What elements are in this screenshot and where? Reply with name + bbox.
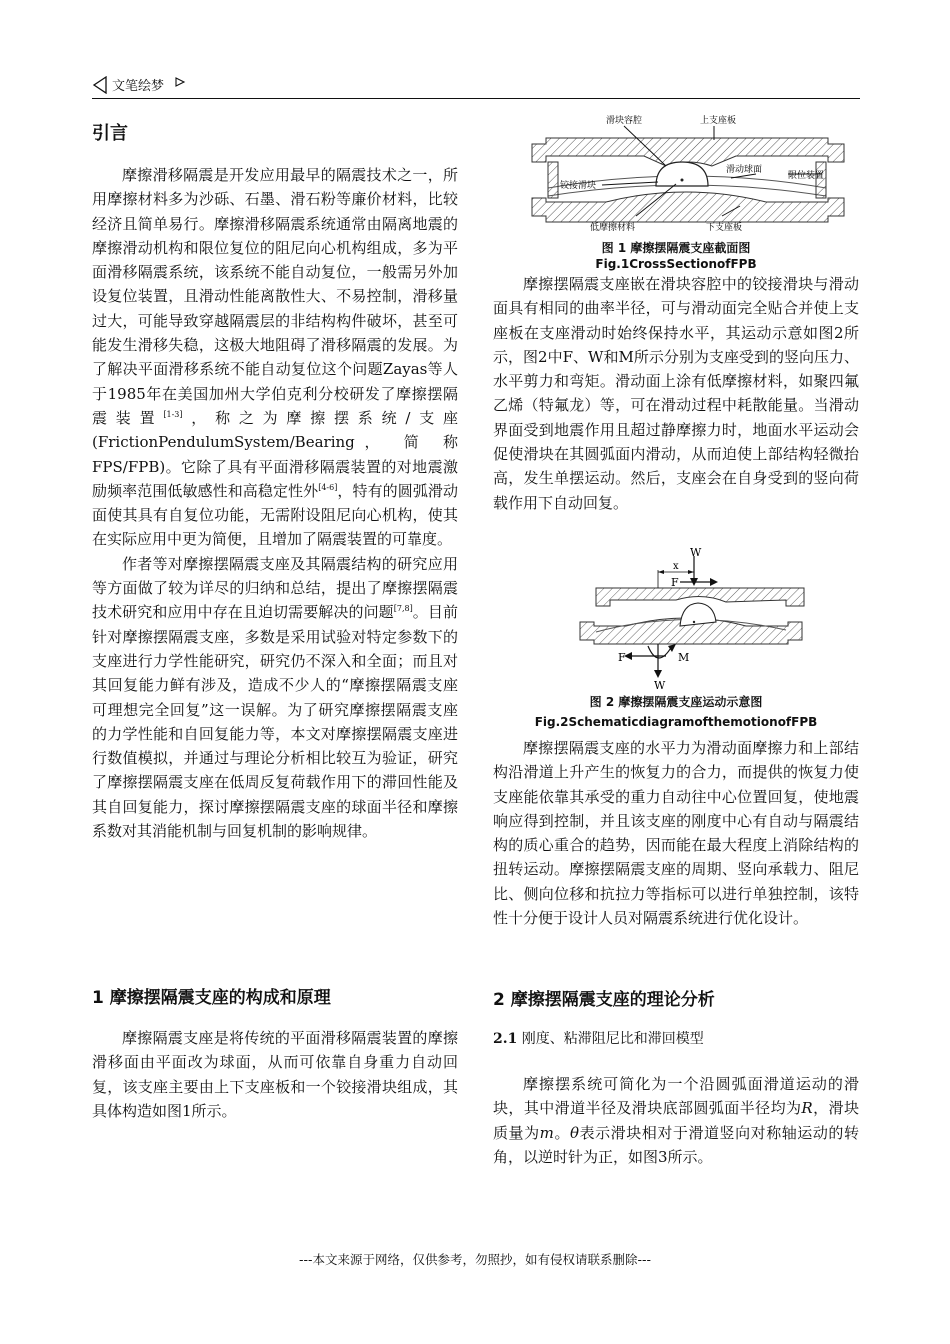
section1-title: 1 摩擦摆隔震支座的构成和原理 (92, 988, 331, 1008)
figure-1-caption-cn: 图 1 摩擦摆隔震支座截面图 (601, 241, 751, 255)
intro-body (92, 163, 458, 843)
figure-1-drawing (526, 112, 854, 240)
symbol-theta: θ (570, 1123, 580, 1142)
page-header (92, 72, 860, 99)
right-triangle-icon (174, 76, 186, 88)
subsection-title-text: 刚度、粘滞阻尼比和滞回模型 (517, 1031, 704, 1047)
symbol-r: R (801, 1099, 813, 1118)
section1-paragraph-1: 摩擦隔震支座是将传统的平面滑移隔震装置的摩擦滑移面由平面改为球面，从而可依靠自身重力自动回复，该支座主要由上下支座板和一个铰接滑块组成，其具体构造如图1所示。 (92, 1029, 458, 1120)
right-paragraph-1: 摩擦摆隔震支座嵌在滑块容腔中的铰接滑块与滑动面具有相同的曲率半径，可与滑动面完全贴合并使上支座板在支座滑动时始终保持水平，其运动示意如图2所示，图2中F、W和M所示分别为支座受到的竖向压力、水平剪力和弯矩。滑动面上涂有低摩擦材料，如聚四氟乙烯（特氟龙）等，可在滑动过程中耗散能量。当滑动界面受到地震作用且超过静摩擦力时，地面水平运动会促使滑块在其圆弧面内滑动，从而迫使上部结构轻微抬高，发生单摆运动。然后，支座会在自身受到的竖向荷载作用下自动回复。 (493, 275, 859, 512)
intro-paragraph-1: 摩擦滑移隔震是开发应用最早的隔震技术之一，所用摩擦材料多为沙砾、石墨、滑石粉等廉价材料，比较经济且简单易行。摩擦滑移隔震系统通常由隔离地震的摩擦滑动机构和限位复位的阻尼向心机构组成，多为平面滑移隔震系统，该系统不能自动复位，一般需另外加设复位装置，且滑动性能离散性大、不易控制，滑移量过大，可能导致穿越隔震层的非结构构件破坏，甚至可能发生滑移失稳，这极大地阻碍了滑移隔震的发展。为了解决平面滑移系统不能自动复位这个问题Zayas等人于1985年在美国加州大学伯克利分校研发了摩擦摆隔震装置[1-3]，称之为摩擦摆系统/支座(FrictionPendulumSystem/Bearing， 简 称 FPS/FPB)。它除了具有平面滑移隔震装置的对地震激励频率范围低敏感性和高稳定性外[4-6]，特有的圆弧滑动面使其具有自复位功能，无需附设阻尼向心机构，使其在实际应用中更为简便，且增加了隔震装置的可靠度。 (92, 166, 458, 549)
page-footer: ---本文来源于网络，仅供参考，勿照抄，如有侵权请联系删除--- (298, 1252, 652, 1267)
figure-1 (526, 112, 854, 240)
fig2-label-f-bottom: F (618, 651, 626, 664)
fig2-label-w-bottom: W (654, 679, 666, 690)
figure-2-drawing (576, 548, 812, 690)
intro-title: 引言 (92, 123, 128, 144)
fig1-label-limiter: 限位装置 (788, 171, 825, 181)
section1-body (92, 1026, 458, 1123)
subsection-number: 2.1 (493, 1031, 518, 1047)
brand-text: 文笔绘梦 (112, 79, 165, 94)
fig1-label-bottom-plate: 下支座板 (706, 223, 743, 233)
subsection-2-1-title (493, 1028, 704, 1048)
fig2-label-m: M (678, 651, 690, 664)
header-brand (92, 75, 186, 94)
fig2-label-w-top: W (690, 548, 702, 559)
intro-paragraph-2: 作者等对摩擦摆隔震支座及其隔震结构的研究应用等方面做了较为详尽的归纳和总结，提出了摩擦摆隔震技术研究和应用中存在且迫切需要解决的问题[7,8]。目前针对摩擦摆隔震支座，多数是采用试验对特定参数下的支座进行力学性能研究，研究仍不深入和全面；而且对其回复能力鲜有涉及，造成不少人的“摩擦摆隔震支座可理想完全回复”这一误解。为了研究摩擦摆隔震支座的力学性能和自回复能力等，本文对摩擦摆隔震支座进行数值模拟，并通过与理论分析相比较互为验证，研究了摩擦摆隔震支座在低周反复荷载作用下的滞回性能及其自回复能力，探讨摩擦摆隔震支座的球面半径和摩擦系数对其消能机制与回复机制的影响规律。 (92, 554, 458, 841)
figure-2-caption (493, 694, 859, 730)
left-triangle-icon (92, 76, 108, 94)
section2-paragraph-1: 摩擦摆系统可简化为一个沿圆弧面滑道运动的滑块，其中滑道半径及滑块底部圆弧面半径均为R，滑块质量为m。θ表示滑块相对于滑道竖向对称轴运动的转角，以逆时针为正，如图3所示。 (493, 1075, 859, 1166)
section2-body (493, 1072, 859, 1169)
figure-2-caption-en: Fig.2SchematicdiagramofthemotionofFPB (534, 715, 818, 729)
right-body-2 (493, 736, 859, 930)
fig1-label-sliding-surface: 滑动球面 (726, 165, 763, 175)
right-body-1 (493, 272, 859, 515)
figure-2-caption-cn: 图 2 摩擦摆隔震支座运动示意图 (589, 695, 763, 709)
fig1-label-top-plate: 上支座板 (700, 116, 737, 126)
fig2-label-x: x (673, 561, 679, 572)
symbol-m: m (539, 1123, 554, 1142)
figure-1-caption-en: Fig.1CrossSectionofFPB (595, 257, 757, 271)
fig1-label-hinge-slider: 铰接滑块 (560, 181, 597, 191)
fig2-label-f-top: F (671, 576, 679, 589)
fig1-label-low-friction: 低摩擦材料 (590, 223, 636, 233)
fig1-label-cavity: 滑块容腔 (606, 116, 643, 126)
right-paragraph-2: 摩擦摆隔震支座的水平力为滑动面摩擦力和上部结构沿滑道上升产生的恢复力的合力，而提供的恢复力使支座能依靠其承受的重力自动往中心位置回复，使地震响应得到控制，并且该支座的刚度中心有自动与隔震结构的质心重合的趋势，因而能在最大程度上消除结构的扭转运动。摩擦摆隔震支座的周期、竖向承载力、阻尼比、侧向位移和抗拉力等指标可以进行单独控制，该特性十分便于设计人员对隔震系统进行优化设计。 (493, 739, 859, 928)
figure-2 (576, 548, 812, 690)
figure-1-caption (493, 240, 859, 272)
section2-title: 2 摩擦摆隔震支座的理论分析 (493, 990, 715, 1010)
